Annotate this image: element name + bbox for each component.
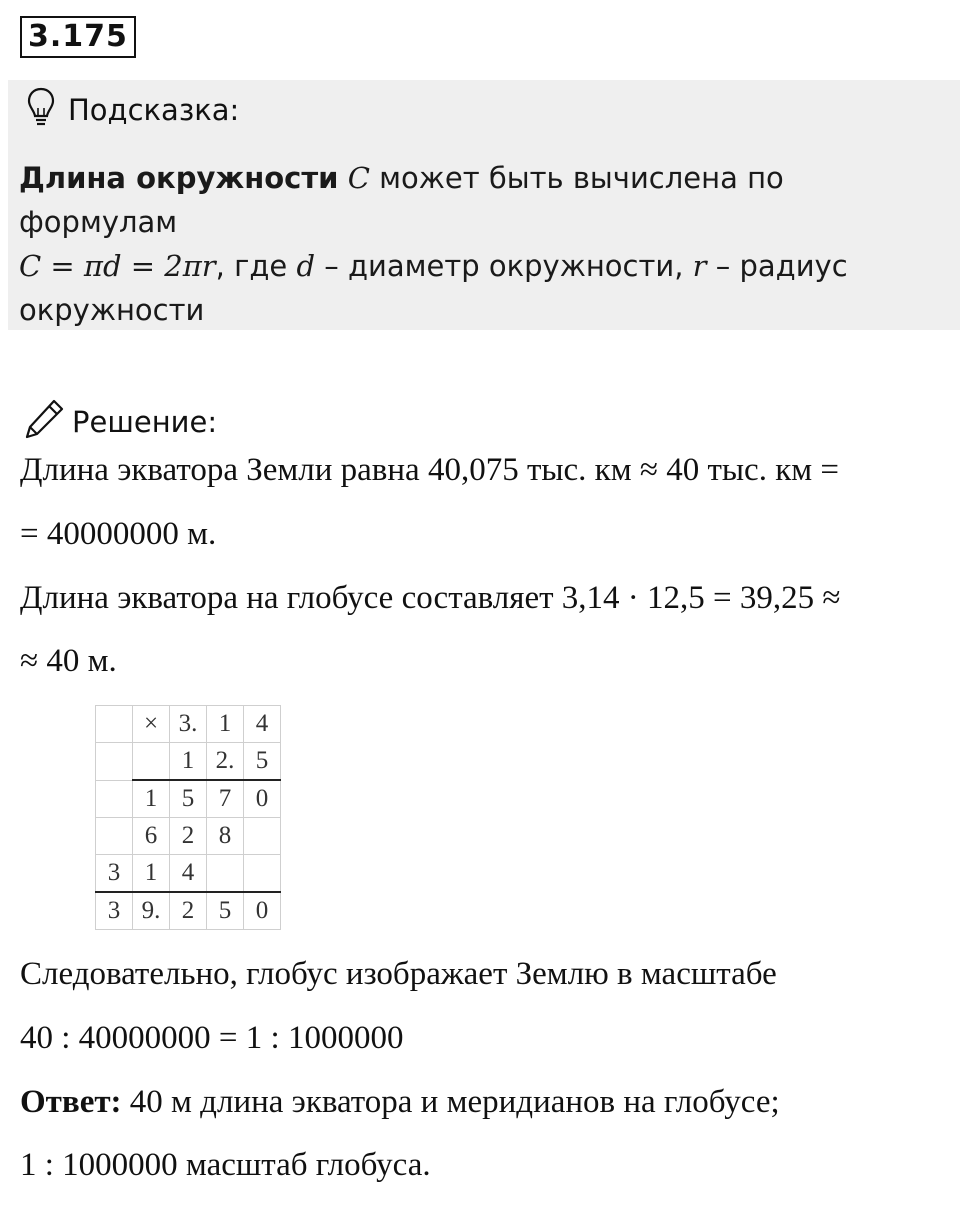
hint-var-c: C xyxy=(347,161,370,195)
hint-var-d: d xyxy=(296,249,316,283)
grid-cell: 0 xyxy=(244,892,281,930)
answer-text-1: 40 м длина экватора и меридианов на глобусе; xyxy=(121,1084,780,1120)
grid-cell xyxy=(96,706,133,743)
grid-cell xyxy=(96,743,133,781)
grid-cell xyxy=(244,818,281,855)
grid-cell: 5 xyxy=(170,780,207,818)
solution-title-text: Решение: xyxy=(72,405,218,439)
hint-text-5: окружности xyxy=(19,293,205,327)
grid-cell: 3 xyxy=(96,892,133,930)
hint-text-4: – радиус xyxy=(706,249,848,283)
answer-line-1 xyxy=(20,1084,780,1121)
hint-term: Длина окружности xyxy=(19,161,339,195)
grid-row xyxy=(96,892,281,930)
hint-text-1: может быть вычислена по формулам xyxy=(19,161,784,239)
hint-text xyxy=(19,156,949,332)
hint-title-text: Подсказка: xyxy=(68,93,240,127)
hint-formula: C = πd = 2πr xyxy=(19,249,216,283)
grid-cell xyxy=(207,855,244,893)
grid-cell: 0 xyxy=(244,780,281,818)
grid-cell: 1 xyxy=(170,743,207,781)
grid-row xyxy=(96,743,281,781)
grid-cell: 3 xyxy=(96,855,133,893)
pencil-icon xyxy=(22,397,72,448)
grid-row xyxy=(96,706,281,743)
grid-cell: 1 xyxy=(207,706,244,743)
conclusion-line-1: Следовательно, глобус изображает Землю в масштабе xyxy=(20,956,777,992)
conclusion-line-2: 40 : 40000000 = 1 : 1000000 xyxy=(20,1020,404,1056)
hint-text-3: – диаметр окружности, xyxy=(315,249,693,283)
grid-cell: 1 xyxy=(133,855,170,893)
grid-cell: × xyxy=(133,706,170,743)
grid-cell: 7 xyxy=(207,780,244,818)
grid-row xyxy=(96,780,281,818)
lightbulb-icon xyxy=(26,86,68,135)
grid-cell xyxy=(133,743,170,781)
solution-line-3: Длина экватора на глобусе составляет 3,14 · 12,5 = 39,25 ≈ xyxy=(20,580,841,616)
grid-cell xyxy=(96,818,133,855)
grid-row xyxy=(96,818,281,855)
multiplication-grid xyxy=(95,705,281,930)
grid-cell: 4 xyxy=(170,855,207,893)
grid-cell: 5 xyxy=(244,743,281,781)
grid-cell: 2 xyxy=(170,892,207,930)
solution-line-4: ≈ 40 м. xyxy=(20,643,117,679)
grid-cell: 4 xyxy=(244,706,281,743)
answer-label: Ответ: xyxy=(20,1084,122,1120)
grid-row xyxy=(96,855,281,893)
hint-title xyxy=(26,90,239,130)
grid-cell: 2 xyxy=(170,818,207,855)
grid-cell: 1 xyxy=(133,780,170,818)
answer-line-2: 1 : 1000000 масштаб глобуса. xyxy=(20,1147,431,1183)
solution-line-1: Длина экватора Земли равна 40,075 тыс. км ≈ 40 тыс. км = xyxy=(20,452,839,488)
grid-cell: 3. xyxy=(170,706,207,743)
solution-title xyxy=(22,398,217,446)
grid-cell xyxy=(244,855,281,893)
hint-text-2: , где xyxy=(215,249,297,283)
grid-cell: 9. xyxy=(133,892,170,930)
grid-cell: 8 xyxy=(207,818,244,855)
solution-line-2: = 40000000 м. xyxy=(20,516,217,552)
hint-box xyxy=(8,80,960,330)
grid-cell: 2. xyxy=(207,743,244,781)
hint-var-r: r xyxy=(692,249,707,283)
grid-cell xyxy=(96,780,133,818)
grid-cell: 6 xyxy=(133,818,170,855)
grid-cell: 5 xyxy=(207,892,244,930)
problem-number: 3.175 xyxy=(20,16,136,58)
